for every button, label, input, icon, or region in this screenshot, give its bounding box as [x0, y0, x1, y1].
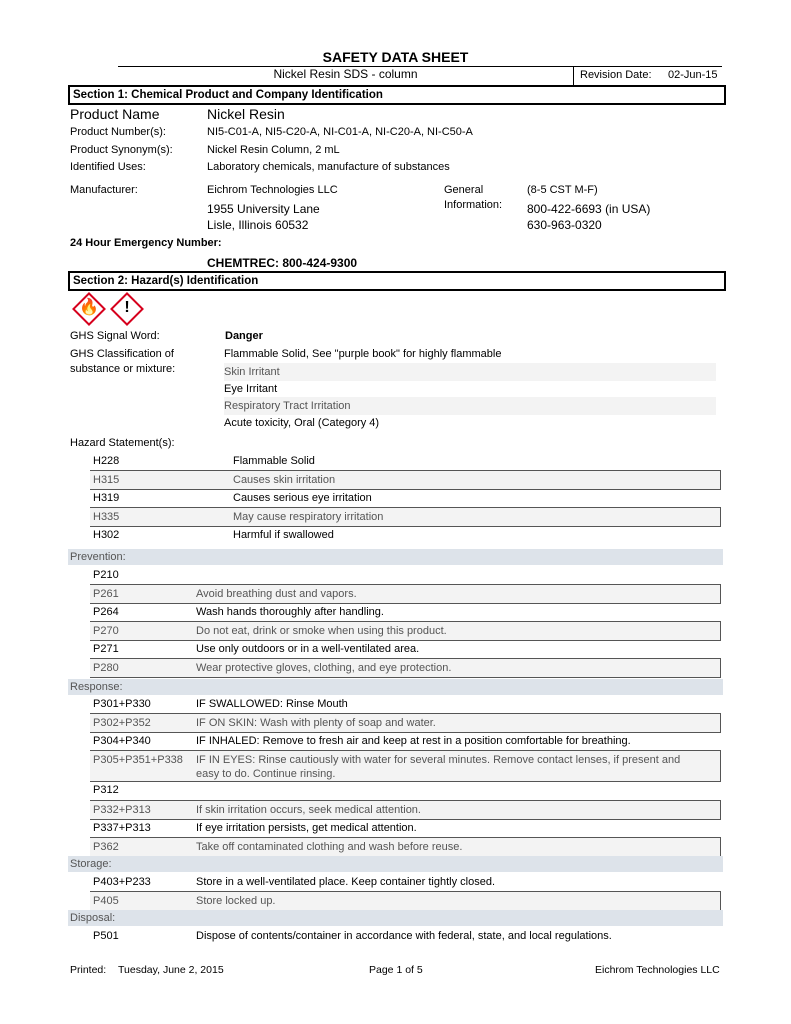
product-numbers-label: Product Number(s):	[70, 126, 166, 138]
revision-label: Revision Date:	[580, 69, 652, 81]
manufacturer-address1: 1955 University Lane	[207, 202, 320, 216]
response-row: P301+P330 IF SWALLOWED: Rinse Mouth	[93, 698, 348, 710]
prevention-row: P210	[93, 569, 119, 581]
classification-label-2: substance or mixture:	[70, 363, 176, 375]
disposal-row: P501 Dispose of contents/container in accordance with federal, state, and local regulations.	[93, 930, 612, 942]
disposal-band: Disposal:	[68, 910, 723, 926]
manufacturer-name: Eichrom Technologies LLC	[207, 184, 338, 196]
printed-label: Printed:	[70, 964, 107, 976]
phone-usa: 800-422-6693 (in USA)	[527, 202, 651, 216]
storage-band: Storage:	[68, 856, 723, 872]
information-label: Information:	[444, 199, 503, 211]
hazard-row: H319 Causes serious eye irritation	[93, 492, 372, 504]
response-row: P302+P352 IF ON SKIN: Wash with plenty of soap and water.	[90, 713, 721, 733]
product-name-label: Product Name	[70, 106, 160, 122]
prevention-row: P280 Wear protective gloves, clothing, and eye protection.	[90, 658, 721, 678]
classification-item: Acute toxicity, Oral (Category 4)	[224, 417, 380, 429]
product-numbers: NI5-C01-A, NI5-C20-A, NI-C01-A, NI-C20-A, NI-C50-A	[207, 126, 473, 138]
response-row: P332+P313 If skin irritation occurs, seek medical attention.	[90, 800, 721, 820]
prevention-row: P271 Use only outdoors or in a well-ventilated area.	[93, 643, 420, 655]
document-subtitle: Nickel Resin SDS - column	[273, 67, 418, 81]
classification-item: Eye Irritant	[224, 383, 278, 395]
section1-heading: Section 1: Chemical Product and Company Identification	[68, 85, 726, 105]
response-row: P312	[93, 784, 119, 796]
response-row: P337+P313 If eye irritation persists, get medical attention.	[93, 822, 417, 834]
hazard-row: H228 Flammable Solid	[93, 455, 315, 467]
prevention-row: P264 Wash hands thoroughly after handling.	[93, 606, 384, 618]
flame-icon: 🔥	[79, 299, 99, 316]
hazard-row: H335 May cause respiratory irritation	[90, 507, 721, 527]
revision-date: 02-Jun-15	[668, 69, 718, 81]
emergency-label: 24 Hour Emergency Number:	[70, 237, 222, 249]
synonyms-label: Product Synonym(s):	[70, 144, 173, 156]
response-row: P362 Take off contaminated clothing and wash before reuse.	[90, 837, 721, 857]
printed-date: Tuesday, June 2, 2015	[118, 964, 224, 976]
classification-item: Skin Irritant	[224, 363, 716, 381]
storage-row: P403+P233 Store in a well-ventilated place. Keep container tightly closed.	[93, 876, 496, 888]
signal-word-label: GHS Signal Word:	[70, 330, 160, 342]
general-label: General	[444, 184, 484, 196]
uses: Laboratory chemicals, manufacture of substances	[207, 161, 450, 173]
signal-word: Danger	[225, 330, 263, 342]
section2-heading: Section 2: Hazard(s) Identification	[68, 271, 726, 291]
hazard-row: H302 Harmful if swallowed	[93, 529, 334, 541]
response-row: P304+P340 IF INHALED: Remove to fresh air and keep at rest in a position comfortable for breathing.	[93, 735, 631, 747]
classification-item: Flammable Solid, See "purple book" for highly flammable	[224, 348, 502, 360]
exclamation-icon: !	[124, 299, 130, 316]
phone-alt: 630-963-0320	[527, 218, 602, 232]
manufacturer-label: Manufacturer:	[70, 184, 138, 196]
classification-label: GHS Classification of	[70, 348, 174, 360]
storage-row: P405 Store locked up.	[90, 891, 721, 911]
synonyms: Nickel Resin Column, 2 mL	[207, 144, 340, 156]
manufacturer-address2: Lisle, Illinois 60532	[207, 218, 309, 232]
emergency-number: CHEMTREC: 800-424-9300	[207, 256, 358, 270]
prevention-row: P261 Avoid breathing dust and vapors.	[90, 584, 721, 604]
classification-item: Respiratory Tract Irritation	[224, 397, 716, 415]
uses-label: Identified Uses:	[70, 161, 146, 173]
response-band: Response:	[68, 679, 723, 695]
page-number: Page 1 of 5	[369, 964, 423, 976]
hazard-statements-label: Hazard Statement(s):	[70, 437, 175, 449]
prevention-band: Prevention:	[68, 549, 723, 565]
product-name: Nickel Resin	[207, 106, 285, 122]
footer-company: Eichrom Technologies LLC	[595, 964, 720, 976]
prevention-row: P270 Do not eat, drink or smoke when using this product.	[90, 621, 721, 641]
document-title: SAFETY DATA SHEET	[322, 49, 469, 65]
hours: (8-5 CST M-F)	[527, 184, 598, 196]
response-row: P305+P351+P338 IF IN EYES: Rinse cautiously with water for several minutes. Remove contact lenses, if present and easy to do. Continue rinsing.	[90, 750, 721, 782]
hazard-row: H315 Causes skin irritation	[90, 470, 721, 490]
